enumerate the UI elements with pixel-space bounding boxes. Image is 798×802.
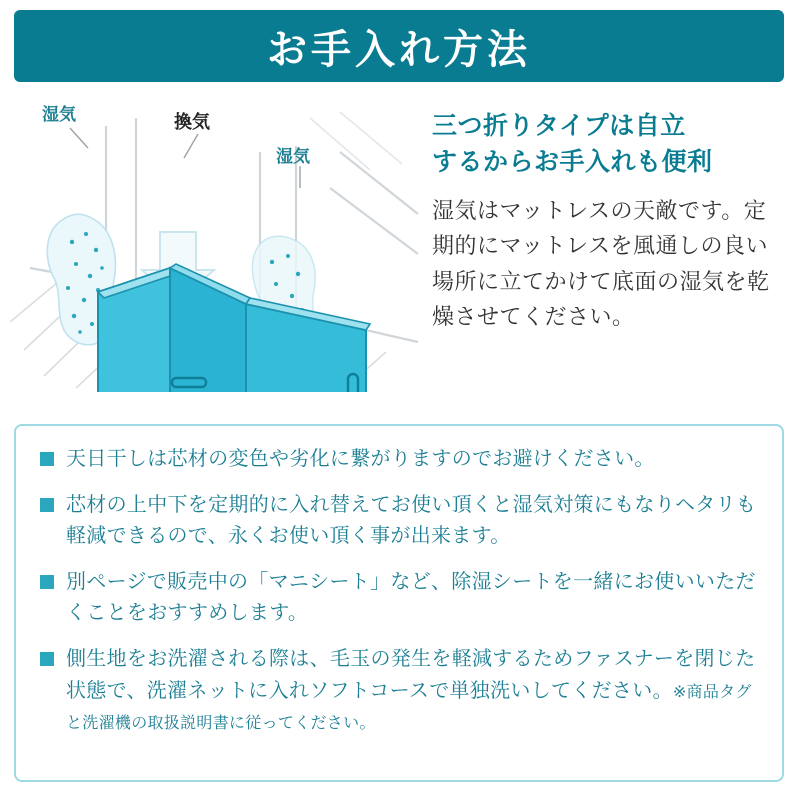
note-text: 側生地をお洗濯される際は、毛玉の発生を軽減するためファスナーを閉じた状態で、洗濯ネットに入れソフトコースで単独洗いしてください。: [66, 647, 756, 702]
label-humidity-left: 湿気: [42, 105, 76, 124]
care-lead: [432, 108, 788, 181]
label-humidity-right: 湿気: [276, 147, 310, 166]
square-bullet-icon: [40, 498, 54, 512]
mattress-trifold: [98, 264, 370, 392]
note-text: 芯材の上中下を定期的に入れ替えてお使い頂くと湿気対策にもなりヘタリも軽減できるので、永くお使い頂く事が出来ます。: [66, 493, 757, 548]
label-ventilation: 換気: [174, 112, 210, 132]
page-header: [14, 10, 784, 82]
square-bullet-icon: [40, 575, 54, 589]
square-bullet-icon: [40, 452, 54, 466]
square-bullet-icon: [40, 652, 54, 666]
page-title: お手入れ方法: [267, 27, 531, 72]
note-item: [38, 644, 760, 739]
care-notes-box: [14, 424, 784, 782]
note-item: [38, 567, 760, 630]
note-subtext: ※商品タグと洗濯機の取扱説明書に従ってください。: [66, 683, 752, 733]
note-item: [38, 490, 760, 553]
care-lead-line2: するからお手入れも便利: [432, 148, 713, 177]
note-text: 別ページで販売中の「マニシート」など、除湿シートを一緒にお使いいただくことをおすすめします。: [66, 570, 756, 625]
care-body: 湿気はマットレスの天敵です。定期的にマットレスを風通しの良い場所に立てかけて底面の湿気を乾燥させてください。: [432, 197, 770, 330]
care-description: [432, 108, 788, 335]
care-illustration: [10, 92, 420, 392]
note-item: [38, 444, 760, 476]
care-lead-line1: 三つ折りタイプは自立: [432, 112, 686, 140]
note-text: 天日干しは芯材の変色や劣化に繋がりますのでお避けください。: [66, 448, 655, 470]
